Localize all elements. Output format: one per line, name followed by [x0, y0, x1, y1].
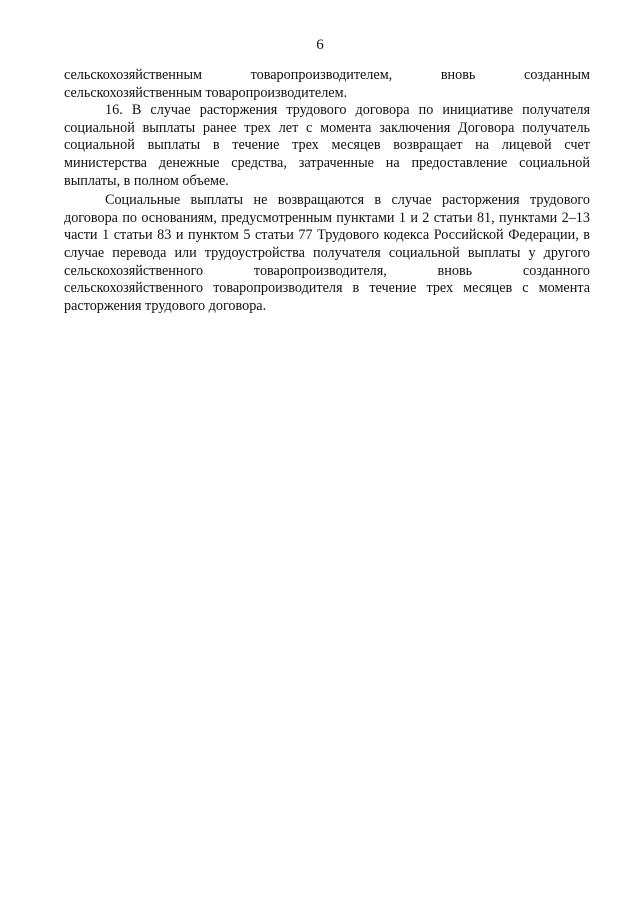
page-number: 6: [316, 37, 324, 53]
paragraph-clause-16: 16. В случае расторжения трудового договора по инициативе получателя социальной выплаты ранее трех лет с момента заключения Договора получатель социальной выплаты в течение трех месяцев возвращает на лицевой счет министерства денежные средства, затраченные на предоставление социальной выплаты, в полном объеме.: [64, 102, 590, 189]
paragraph-continuation: сельскохозяйственным товаропроизводителем, вновь созданным сельскохозяйственным товаропроизводителем.: [64, 67, 590, 101]
document-body: [64, 67, 590, 315]
paragraph-exceptions: Социальные выплаты не возвращаются в случае расторжения трудового договора по основаниям, предусмотренным пунктами 1 и 2 статьи 81, пунктами 2–13 части 1 статьи 83 и пунктом 5 статьи 77 Трудового кодекса Российской Федерации, в случае перевода или трудоустройства получателя социальной выплаты у другого сельскохозяйственного товаропроизводителя, вновь созданного сельскохозяйственного товаропроизводителя в течение трех месяцев с момента расторжения трудового договора.: [64, 192, 590, 314]
